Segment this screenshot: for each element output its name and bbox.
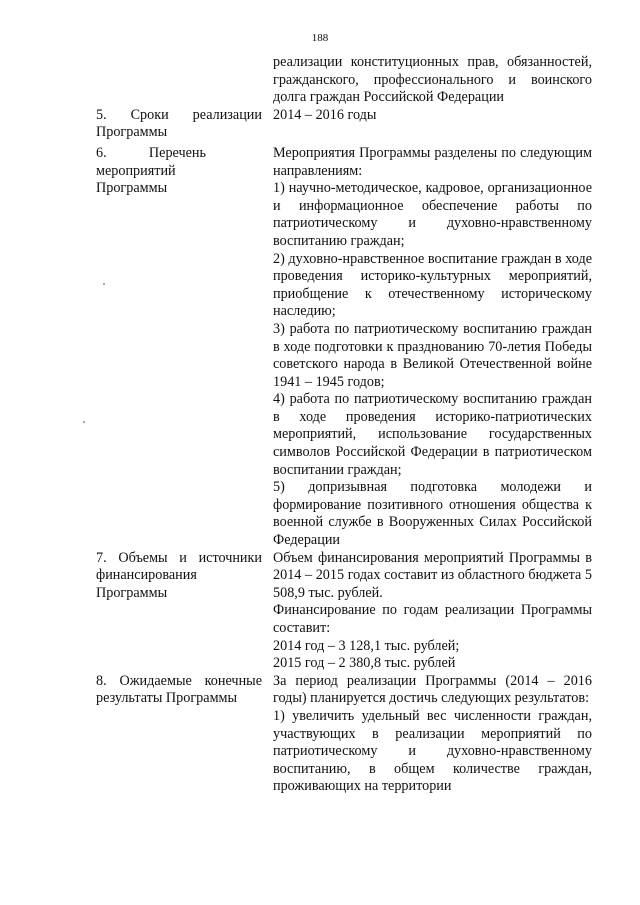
program-passport-table [96, 54, 592, 796]
paragraph: 1) увеличить удельный вес численности граждан, участвующих в реализации мероприятий по патриотическому и духовно-нравственному воспитанию, в общем количестве граждан, проживающих на территории [273, 707, 592, 795]
paragraph: 4) работа по патриотическому воспитанию граждан в ходе проведения историко-патриотических мероприятий, использование государственных символов Российской Федерации в патриотическом воспитании граждан; [273, 391, 592, 478]
section-content-5 [273, 107, 592, 125]
paragraph: 2015 год – 2 380,8 тыс. рублей [273, 655, 456, 672]
paragraph: 5) допризывная подготовка молодежи и формирование позитивного отношения общества к военной службе в Вооруженных Силах Российской Федерации [273, 479, 592, 549]
continuation-row [96, 54, 592, 107]
continuation-paragraph: реализации конституционных прав, обязанностей, гражданского, профессионального и воинского долга граждан Российской Федерации [273, 54, 592, 106]
paragraph: 1) научно-методическое, кадровое, организационное и информационное обеспечение работы по патриотическому и духовно-нравственному воспитанию граждан; [273, 180, 592, 249]
section-row-6 [96, 145, 592, 550]
scan-speck [103, 283, 105, 285]
paragraph: 2014 год – 3 128,1 тыс. рублей; [273, 637, 460, 654]
paragraph: 2014 – 2016 годы [273, 106, 377, 123]
paragraph: 2) духовно-нравственное воспитание граждан в ходе проведения историко-культурных мероприятий, приобщение к отечественному историческому наследию; [273, 250, 592, 320]
section-row-8 [96, 673, 592, 796]
section-row-5 [96, 107, 592, 142]
paragraph: Мероприятия Программы разделены по следующим направлениям: [273, 144, 592, 179]
section-label-6: 6. Перечень мероприятий Программы [96, 144, 206, 197]
section-content-7 [273, 550, 592, 673]
paragraph: Объем финансирования мероприятий Программы в 2014 – 2015 годах составит из областного бюджета 5 508,9 тыс. рублей. [273, 549, 592, 601]
section-content-6 [273, 145, 592, 550]
page-number: 188 [311, 32, 329, 44]
section-label-8: 8. Ожидаемые конечные результаты Программы [96, 672, 262, 707]
scan-speck [83, 421, 85, 423]
section-row-7 [96, 550, 592, 673]
continuation-cell [273, 54, 592, 107]
paragraph: За период реализации Программы (2014 – 2016 годы) планируется достичь следующих результатов: [273, 672, 592, 707]
paragraph: Финансирование по годам реализации Программы составит: [273, 602, 592, 636]
section-label-7: 7. Объемы и источники финансирования Программы [96, 549, 262, 601]
section-label-5: 5. Сроки реализации Программы [96, 106, 262, 141]
paragraph: 3) работа по патриотическому воспитанию граждан в ходе подготовки к празднованию 70-летия Победы советского народа в Великой Отечественной войне 1941 – 1945 годов; [273, 320, 592, 390]
section-content-8 [273, 673, 592, 796]
